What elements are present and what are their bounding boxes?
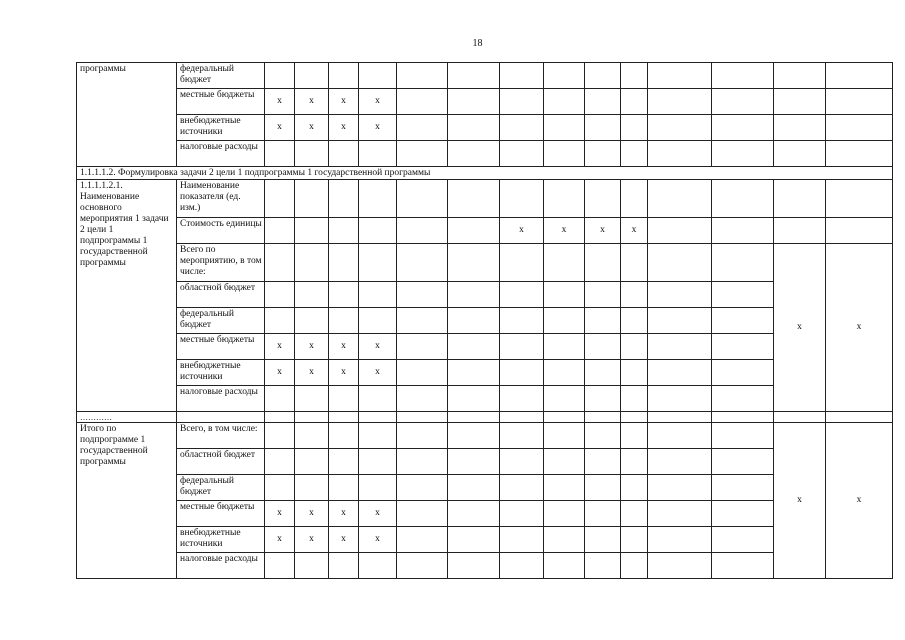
- empty-cell: [359, 63, 397, 89]
- x-mark: x: [265, 334, 295, 360]
- empty-cell: [621, 449, 648, 475]
- empty-cell: [500, 386, 544, 412]
- empty-cell: [500, 475, 544, 501]
- empty-cell: [265, 553, 295, 579]
- empty-cell: [397, 449, 448, 475]
- empty-cell: [544, 244, 585, 282]
- empty-cell: [544, 423, 585, 449]
- empty-cell: [712, 63, 774, 89]
- empty-cell: [585, 360, 621, 386]
- empty-cell: [544, 412, 585, 423]
- empty-cell: [448, 553, 500, 579]
- empty-cell: [712, 449, 774, 475]
- empty-cell: [585, 180, 621, 218]
- empty-cell: [621, 501, 648, 527]
- empty-cell: [648, 449, 712, 475]
- empty-cell: [500, 412, 544, 423]
- empty-cell: [712, 423, 774, 449]
- empty-cell: [544, 334, 585, 360]
- empty-cell: [265, 475, 295, 501]
- empty-cell: [621, 412, 648, 423]
- table-row: [77, 308, 893, 334]
- empty-cell: [295, 475, 329, 501]
- x-mark: x: [826, 423, 893, 579]
- empty-cell: [265, 141, 295, 167]
- empty-cell: [544, 386, 585, 412]
- empty-cell: [265, 63, 295, 89]
- row-source: Всего по мероприятию, в том числе:: [177, 244, 265, 282]
- row-source: внебюджетные источники: [177, 527, 265, 553]
- empty-cell: [826, 180, 893, 218]
- empty-cell: [329, 475, 359, 501]
- empty-cell: [359, 218, 397, 244]
- task-header: 1.1.1.1.2. Формулировка задачи 2 цели 1 подпрограммы 1 государственной программы: [77, 167, 893, 180]
- empty-cell: [712, 501, 774, 527]
- empty-cell: [448, 89, 500, 115]
- empty-cell: [500, 423, 544, 449]
- empty-cell: [648, 386, 712, 412]
- empty-cell: [648, 244, 712, 282]
- empty-cell: [359, 308, 397, 334]
- empty-cell: [585, 412, 621, 423]
- table-row: [77, 501, 893, 527]
- empty-cell: [448, 244, 500, 282]
- empty-cell: [621, 553, 648, 579]
- row-source: областной бюджет: [177, 282, 265, 308]
- table-row: [77, 282, 893, 308]
- empty-cell: [621, 115, 648, 141]
- x-mark: x: [265, 527, 295, 553]
- empty-cell: [448, 475, 500, 501]
- x-mark: x: [359, 115, 397, 141]
- x-mark: x: [544, 218, 585, 244]
- x-mark: x: [295, 501, 329, 527]
- empty-cell: [648, 308, 712, 334]
- empty-cell: [397, 334, 448, 360]
- empty-cell: [295, 449, 329, 475]
- empty-cell: [648, 63, 712, 89]
- x-mark: x: [295, 334, 329, 360]
- empty-cell: [648, 180, 712, 218]
- empty-cell: [648, 115, 712, 141]
- x-mark: x: [329, 89, 359, 115]
- x-mark: x: [359, 527, 397, 553]
- empty-cell: [621, 244, 648, 282]
- empty-cell: [329, 141, 359, 167]
- empty-cell: [500, 244, 544, 282]
- x-mark: x: [359, 501, 397, 527]
- empty-cell: [712, 308, 774, 334]
- empty-cell: [397, 360, 448, 386]
- empty-cell: [648, 553, 712, 579]
- empty-cell: [774, 115, 826, 141]
- empty-cell: [585, 475, 621, 501]
- empty-cell: [648, 423, 712, 449]
- table-row: [77, 141, 893, 167]
- empty-cell: [448, 218, 500, 244]
- empty-cell: [585, 89, 621, 115]
- empty-cell: [329, 63, 359, 89]
- empty-cell: [585, 282, 621, 308]
- empty-cell: [585, 449, 621, 475]
- empty-cell: [621, 282, 648, 308]
- empty-cell: [448, 180, 500, 218]
- empty-cell: [329, 180, 359, 218]
- empty-cell: [544, 115, 585, 141]
- empty-cell: [295, 218, 329, 244]
- empty-cell: [544, 449, 585, 475]
- empty-cell: [265, 244, 295, 282]
- empty-cell: [329, 282, 359, 308]
- empty-cell: [397, 244, 448, 282]
- x-mark: x: [359, 89, 397, 115]
- empty-cell: [265, 180, 295, 218]
- empty-cell: [295, 308, 329, 334]
- empty-cell: [448, 63, 500, 89]
- empty-cell: [585, 115, 621, 141]
- empty-cell: [265, 282, 295, 308]
- empty-cell: [648, 334, 712, 360]
- empty-cell: [329, 308, 359, 334]
- empty-cell: [712, 334, 774, 360]
- empty-cell: [544, 308, 585, 334]
- empty-cell: [448, 360, 500, 386]
- empty-cell: [621, 386, 648, 412]
- empty-cell: [329, 244, 359, 282]
- empty-cell: [448, 282, 500, 308]
- empty-cell: [448, 334, 500, 360]
- empty-cell: [621, 475, 648, 501]
- empty-cell: [648, 218, 712, 244]
- table-row: [77, 527, 893, 553]
- x-mark: x: [500, 218, 544, 244]
- empty-cell: [397, 89, 448, 115]
- measure-name: 1.1.1.1.2.1. Наименование основного мероприятия 1 задачи 2 цели 1 подпрограммы 1 государственной программы: [77, 180, 177, 412]
- empty-cell: [329, 449, 359, 475]
- x-mark: x: [774, 244, 826, 412]
- empty-cell: [359, 475, 397, 501]
- empty-cell: [712, 282, 774, 308]
- empty-cell: [295, 423, 329, 449]
- empty-cell: [448, 308, 500, 334]
- empty-cell: [648, 282, 712, 308]
- empty-cell: [500, 180, 544, 218]
- empty-cell: [648, 360, 712, 386]
- empty-cell: [585, 527, 621, 553]
- x-mark: x: [826, 244, 893, 412]
- table-row: [77, 89, 893, 115]
- empty-cell: [621, 141, 648, 167]
- empty-cell: [329, 218, 359, 244]
- empty-cell: [648, 527, 712, 553]
- empty-cell: [621, 360, 648, 386]
- x-mark: x: [359, 334, 397, 360]
- empty-cell: [585, 244, 621, 282]
- empty-cell: [397, 412, 448, 423]
- table-row: [77, 412, 893, 423]
- empty-cell: [621, 180, 648, 218]
- x-mark: x: [329, 501, 359, 527]
- empty-cell: [397, 282, 448, 308]
- empty-cell: [621, 63, 648, 89]
- table-row: [77, 218, 893, 244]
- empty-cell: [295, 244, 329, 282]
- row-source: внебюджетные источники: [177, 115, 265, 141]
- empty-cell: [826, 63, 893, 89]
- empty-cell: [648, 501, 712, 527]
- empty-cell: [774, 218, 826, 244]
- empty-cell: [448, 115, 500, 141]
- empty-cell: [621, 334, 648, 360]
- row-source: местные бюджеты: [177, 501, 265, 527]
- empty-cell: [621, 308, 648, 334]
- empty-cell: [448, 423, 500, 449]
- x-mark: x: [329, 334, 359, 360]
- empty-cell: [774, 141, 826, 167]
- x-mark: x: [295, 89, 329, 115]
- row-source: Наименование показателя (ед. изм.): [177, 180, 265, 218]
- empty-cell: [500, 449, 544, 475]
- empty-cell: [712, 89, 774, 115]
- empty-cell: [712, 527, 774, 553]
- empty-cell: [544, 475, 585, 501]
- empty-cell: [397, 527, 448, 553]
- x-mark: x: [265, 115, 295, 141]
- empty-cell: [295, 141, 329, 167]
- x-mark: x: [295, 360, 329, 386]
- empty-cell: [544, 527, 585, 553]
- empty-cell: [329, 412, 359, 423]
- empty-cell: [544, 180, 585, 218]
- empty-cell: [359, 282, 397, 308]
- empty-cell: [500, 63, 544, 89]
- row-source: внебюджетные источники: [177, 360, 265, 386]
- empty-cell: [500, 334, 544, 360]
- empty-cell: [774, 89, 826, 115]
- x-mark: x: [295, 527, 329, 553]
- empty-cell: [585, 386, 621, 412]
- empty-cell: [397, 553, 448, 579]
- empty-cell: [774, 412, 826, 423]
- empty-cell: [397, 63, 448, 89]
- row-source: местные бюджеты: [177, 89, 265, 115]
- row-source: федеральный бюджет: [177, 475, 265, 501]
- empty-cell: [500, 89, 544, 115]
- table-row: [77, 449, 893, 475]
- empty-cell: [544, 553, 585, 579]
- empty-cell: [585, 553, 621, 579]
- row-source: Стоимость единицы: [177, 218, 265, 244]
- empty-cell: [500, 282, 544, 308]
- empty-cell: [774, 63, 826, 89]
- empty-cell: [265, 308, 295, 334]
- row-label-programme: программы: [77, 63, 177, 167]
- empty-cell: [621, 527, 648, 553]
- empty-cell: [265, 218, 295, 244]
- total-name: Итого по подпрограмме 1 государственной программы: [77, 423, 177, 579]
- empty-cell: [295, 63, 329, 89]
- empty-cell: [295, 386, 329, 412]
- empty-cell: [265, 412, 295, 423]
- empty-cell: [448, 141, 500, 167]
- empty-cell: [621, 423, 648, 449]
- x-mark: x: [329, 360, 359, 386]
- table-row: [77, 115, 893, 141]
- empty-cell: [359, 423, 397, 449]
- empty-cell: [712, 244, 774, 282]
- empty-cell: [826, 412, 893, 423]
- empty-cell: [359, 180, 397, 218]
- row-source: налоговые расходы: [177, 141, 265, 167]
- empty-cell: [826, 218, 893, 244]
- empty-cell: [712, 218, 774, 244]
- table-row: [77, 386, 893, 412]
- x-mark: x: [774, 423, 826, 579]
- x-mark: x: [329, 527, 359, 553]
- empty-cell: [712, 360, 774, 386]
- empty-cell: [329, 386, 359, 412]
- empty-cell: [500, 527, 544, 553]
- empty-cell: [359, 141, 397, 167]
- empty-cell: [397, 386, 448, 412]
- empty-cell: [585, 423, 621, 449]
- x-mark: x: [329, 115, 359, 141]
- empty-cell: [585, 334, 621, 360]
- empty-cell: [712, 115, 774, 141]
- empty-cell: [585, 501, 621, 527]
- row-source: федеральный бюджет: [177, 63, 265, 89]
- empty-cell: [826, 115, 893, 141]
- empty-cell: [585, 141, 621, 167]
- x-mark: x: [585, 218, 621, 244]
- empty-cell: [544, 89, 585, 115]
- empty-cell: [585, 308, 621, 334]
- table-row: [77, 553, 893, 579]
- empty-cell: [329, 423, 359, 449]
- empty-cell: [329, 553, 359, 579]
- table-row: [77, 334, 893, 360]
- empty-cell: [448, 386, 500, 412]
- empty-cell: [448, 501, 500, 527]
- empty-cell: [397, 218, 448, 244]
- empty-cell: [544, 63, 585, 89]
- empty-cell: [448, 527, 500, 553]
- x-mark: x: [359, 360, 397, 386]
- budget-table: [76, 62, 893, 579]
- empty-cell: [500, 501, 544, 527]
- empty-cell: [500, 360, 544, 386]
- page-number: 18: [472, 38, 483, 49]
- empty-cell: [544, 360, 585, 386]
- empty-cell: [359, 412, 397, 423]
- empty-cell: [265, 386, 295, 412]
- empty-cell: [359, 386, 397, 412]
- empty-cell: [177, 412, 265, 423]
- empty-cell: [500, 141, 544, 167]
- empty-cell: [295, 180, 329, 218]
- empty-cell: [397, 308, 448, 334]
- empty-cell: [265, 423, 295, 449]
- empty-cell: [500, 308, 544, 334]
- empty-cell: [826, 141, 893, 167]
- table-row: [77, 180, 893, 218]
- empty-cell: [397, 501, 448, 527]
- empty-cell: [397, 180, 448, 218]
- row-source: Всего, в том числе:: [177, 423, 265, 449]
- empty-cell: [712, 180, 774, 218]
- empty-cell: [359, 553, 397, 579]
- empty-cell: [621, 89, 648, 115]
- table-row: [77, 167, 893, 180]
- x-mark: x: [265, 501, 295, 527]
- empty-cell: [448, 412, 500, 423]
- table-row: [77, 244, 893, 282]
- row-source: налоговые расходы: [177, 386, 265, 412]
- empty-cell: [397, 475, 448, 501]
- empty-cell: [359, 449, 397, 475]
- x-mark: x: [265, 89, 295, 115]
- empty-cell: [648, 89, 712, 115]
- empty-cell: [500, 553, 544, 579]
- empty-cell: [359, 244, 397, 282]
- empty-cell: [648, 412, 712, 423]
- row-source: налоговые расходы: [177, 553, 265, 579]
- row-source: федеральный бюджет: [177, 308, 265, 334]
- empty-cell: [295, 553, 329, 579]
- empty-cell: [648, 475, 712, 501]
- row-source: областной бюджет: [177, 449, 265, 475]
- empty-cell: [295, 412, 329, 423]
- empty-cell: [712, 475, 774, 501]
- empty-cell: [774, 180, 826, 218]
- row-source: местные бюджеты: [177, 334, 265, 360]
- table-row: [77, 475, 893, 501]
- empty-cell: [544, 282, 585, 308]
- x-mark: x: [265, 360, 295, 386]
- empty-cell: [544, 501, 585, 527]
- empty-cell: [712, 141, 774, 167]
- x-mark: x: [295, 115, 329, 141]
- empty-cell: [295, 282, 329, 308]
- empty-cell: [712, 386, 774, 412]
- empty-cell: [397, 423, 448, 449]
- empty-cell: [265, 449, 295, 475]
- empty-cell: [712, 412, 774, 423]
- empty-cell: [826, 89, 893, 115]
- empty-cell: [397, 115, 448, 141]
- empty-cell: [397, 141, 448, 167]
- table-row: [77, 63, 893, 89]
- ellipsis: …………: [77, 412, 177, 423]
- table-row: [77, 423, 893, 449]
- x-mark: x: [621, 218, 648, 244]
- empty-cell: [500, 115, 544, 141]
- table-row: [77, 360, 893, 386]
- empty-cell: [585, 63, 621, 89]
- empty-cell: [448, 449, 500, 475]
- empty-cell: [544, 141, 585, 167]
- empty-cell: [712, 553, 774, 579]
- empty-cell: [648, 141, 712, 167]
